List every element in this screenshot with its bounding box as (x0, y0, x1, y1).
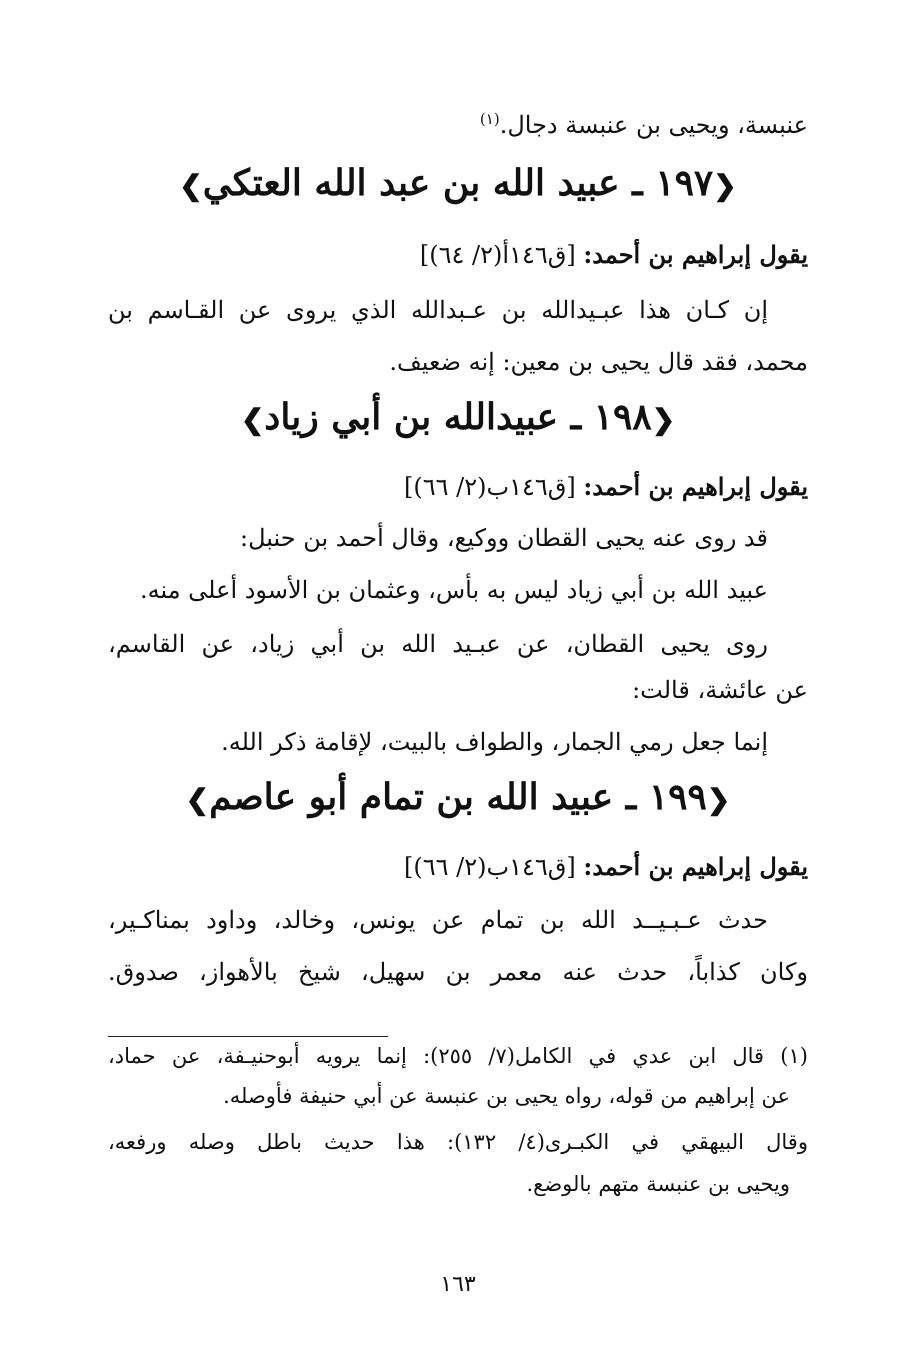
text-line: إن كـان هذا عبـيدالله بن عـبدالله الذي يروى عن القـاسم بن (108, 296, 768, 324)
entry-heading-199: ❮١٩٩ ـ عبيد الله بن تمام أبو عاصم❯ (185, 776, 731, 818)
ornament-bracket-icon: ❯ (185, 783, 210, 816)
footnote-separator (108, 1036, 388, 1037)
text-line: عبيد الله بن أبي زياد ليس به بأس، وعثمان بن الأسود أعلى منه. (139, 576, 768, 604)
manuscript-ref: [ق١٤٦ب(٢/ ٦٦)] (403, 853, 576, 881)
text-line: وكان كذاباً، حدث عنه معمر بن سهيل، شيخ بالأهواز، صدوق. (108, 958, 809, 986)
footnote-line: عن إبراهيم من قوله، رواه يحيى بن عنبسة عن أبي حنيفة فأوصله. (223, 1084, 790, 1108)
entry-heading-197: ❮١٩٧ ـ عبيد الله بن عبد الله العتكي❯ (179, 162, 737, 204)
text-line: حدث عـبـيــد الله بن تمام عن يونس، وخالد، وداود بمناكـير، (108, 906, 768, 934)
page-number: ١٦٣ (440, 1272, 476, 1297)
narrator-line: يقول إبراهيم بن أحمد: [ق١٤٦ب(٢/ ٦٦)] (403, 852, 808, 881)
footnote-line: (١) قال ابن عدي في الكامل(٧/ ٢٥٥): إنما يرويه أبوحنيـفة، عن حماد، (108, 1044, 808, 1068)
manuscript-ref: [ق١٤٦ب(٢/ ٦٦)] (403, 473, 576, 501)
text-line: قد روى عنه يحيى القطان ووكيع، وقال أحمد بن حنبل: (240, 524, 768, 552)
footnote-line: وقال البيهقي في الكبـرى(٤/ ١٣٢): هذا حديث باطل وصله ورفعه، (108, 1130, 808, 1154)
narrator-line: يقول إبراهيم بن أحمد: [ق١٤٦أ(٢/ ٦٤)] (419, 240, 808, 269)
footnote-line: ويحيى بن عنبسة متهم بالوضع. (526, 1172, 790, 1196)
ornament-bracket-icon: ❯ (179, 169, 203, 202)
ornament-bracket-icon: ❮ (651, 403, 676, 436)
ornament-bracket-icon: ❮ (706, 783, 731, 816)
narrator-line: يقول إبراهيم بن أحمد: [ق١٤٦ب(٢/ ٦٦)] (403, 472, 808, 501)
footnote-ref: (١) (479, 110, 500, 128)
ornament-bracket-icon: ❮ (713, 169, 737, 202)
text-line: إنما جعل رمي الجمار، والطواف بالبيت، لإقامة ذكر الله. (221, 728, 768, 756)
text-line: روى يحيى القطان، عن عبـيد الله بن أبي زياد، عن القاسم، (108, 630, 768, 658)
ornament-bracket-icon: ❯ (240, 403, 265, 436)
manuscript-ref: [ق١٤٦أ(٢/ ٦٤)] (419, 241, 576, 269)
entry-heading-198: ❮١٩٨ ـ عبيدالله بن أبي زياد❯ (240, 396, 676, 438)
document-page (108, 0, 808, 1350)
carry-over-line: عنبسة، ويحيى بن عنبسة دجال.$^{(١)}$ (479, 110, 808, 139)
text-line: محمد، فقد قال يحيى بن معين: إنه ضعيف. (389, 348, 808, 376)
text-line: عن عائشة، قالت: (632, 676, 808, 704)
